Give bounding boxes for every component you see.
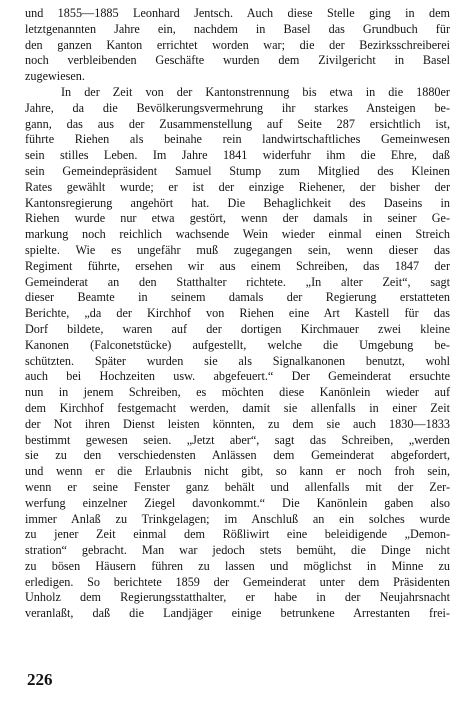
text-line: schützten. Später wurden sie als Signalkanonen benutzt, wohl bbox=[25, 353, 450, 368]
text-line: immer Anlaß zu Trinkgelagen; im Anschluß an ein solches wurde bbox=[25, 511, 450, 526]
text-line: der Not ihren Dienst leisten könnten, zu dem sie auch 1830—1833 bbox=[25, 416, 450, 431]
text-line: dieser Beamte in seinem damals der Regierung erstatteten bbox=[25, 290, 450, 305]
text-line: Jahre, da die Bevölkerungsvermehrung ihr starkes Ansteigen be- bbox=[25, 100, 450, 115]
text-line: Unholz dem Regierungsstatthalter, er habe in der Neujahrsnacht bbox=[25, 590, 450, 605]
text-line: Kantonsregierung angehört hat. Die Behaglichkeit des Daseins in bbox=[25, 195, 450, 210]
text-line: nun in jenem Schreiben, es möchten diese Kanönlein wieder auf bbox=[25, 385, 450, 400]
text-line: stration“ gebracht. Man war jedoch stets bemüht, die Dinge nicht bbox=[25, 543, 450, 558]
text-line: sie zu den verschiedensten Anlässen dem Gemeinderat abgefordert, bbox=[25, 448, 450, 463]
text-line: zu jener Zeit einmal dem Rößliwirt eine beleidigende „Demon- bbox=[25, 527, 450, 542]
text-line: dem Kirchhof festgemacht werden, damit sie allenfalls in einer Zeit bbox=[25, 400, 450, 415]
text-line: spielte. Wie es ungefähr muß zugegangen sein, wenn dieser das bbox=[25, 242, 450, 257]
text-line: Riehen wurde nur etwa gestört, wenn der damals in seiner Ge- bbox=[25, 211, 450, 226]
text-line: werfung einzelner Ziegel davonkommt.“ Die Kanönlein gaben also bbox=[25, 495, 450, 510]
text-line: gann, das aus der Zusammenstellung auf Seite 287 ersichtlich ist, bbox=[25, 116, 450, 131]
text-line: und wenn er die Erlaubnis nicht gibt, so kann er noch froh sein, bbox=[25, 464, 450, 479]
text-line: zu bösen Häusern führen zu lassen und möglichst in Minne zu bbox=[25, 558, 450, 573]
text-line: Kanonen (Falconetstücke) aufgestellt, welche die Umgebung be- bbox=[25, 337, 450, 352]
text-line: markung noch reichlich wachsende Wein wieder einmal einen Streich bbox=[25, 227, 450, 242]
text-line: Regiment führte, ersehen wir aus einem Schreiben, das 1847 der bbox=[25, 258, 450, 273]
text-line: erledigen. So berichtete 1859 der Gemeinderat unter dem Präsidenten bbox=[25, 574, 450, 589]
text-line: In der Zeit von der Kantonstrennung bis etwa in die 1880er bbox=[61, 84, 450, 99]
text-line: noch verbleibenden Geschäfte wurden dem Zivilgericht in Basel bbox=[25, 53, 450, 68]
text-line: sein Gemeindepräsident Samuel Stump zum Mitglied des Kleinen bbox=[25, 163, 450, 178]
page-number: 226 bbox=[27, 670, 53, 689]
text-line: Rates gewählt wurde; er ist der einzige Riehener, der bisher der bbox=[25, 179, 450, 194]
text-line: Berichte, „da der Kirchhof von Riehen eine Art Kastell für das bbox=[25, 306, 450, 321]
text-line: zugewiesen. bbox=[25, 69, 85, 84]
text-line: führte Riehen als beinahe rein landwirtschaftliches Gemeinwesen bbox=[25, 132, 450, 147]
text-line: bestimmt gewesen seien. „Jetzt aber“, sagt das Schreiben, „werden bbox=[25, 432, 450, 447]
text-line: und 1855—1885 Leonhard Jentsch. Auch diese Stelle ging in dem bbox=[25, 6, 450, 20]
text-line: wenn er seine Fenster ganz behält und allenfalls mit der Zer- bbox=[25, 479, 450, 494]
text-line: Gemeinderat an den Statthalter richtete. „In alter Zeit“, sagt bbox=[25, 274, 450, 289]
text-line: auch bei Hochzeiten usw. abgefeuert.“ Der Gemeinderat ersuchte bbox=[25, 369, 450, 384]
text-line: Dorf bildete, waren auf der dortigen Kirchmauer zwei kleine bbox=[25, 321, 450, 336]
text-line: sein stilles Leben. Im Jahre 1841 widerfuhr ihm die Ehre, daß bbox=[25, 148, 450, 163]
text-line: letztgenannten Jahre ein, nachdem in Basel das Grundbuch für bbox=[25, 21, 450, 36]
text-line: veranlaßt, daß die Landjäger einige betrunkene Arrestanten frei- bbox=[25, 606, 450, 621]
page-text bbox=[25, 6, 450, 622]
text-line: den ganzen Kanton errichtet worden war; die der Bezirksschreiberei bbox=[25, 37, 450, 52]
